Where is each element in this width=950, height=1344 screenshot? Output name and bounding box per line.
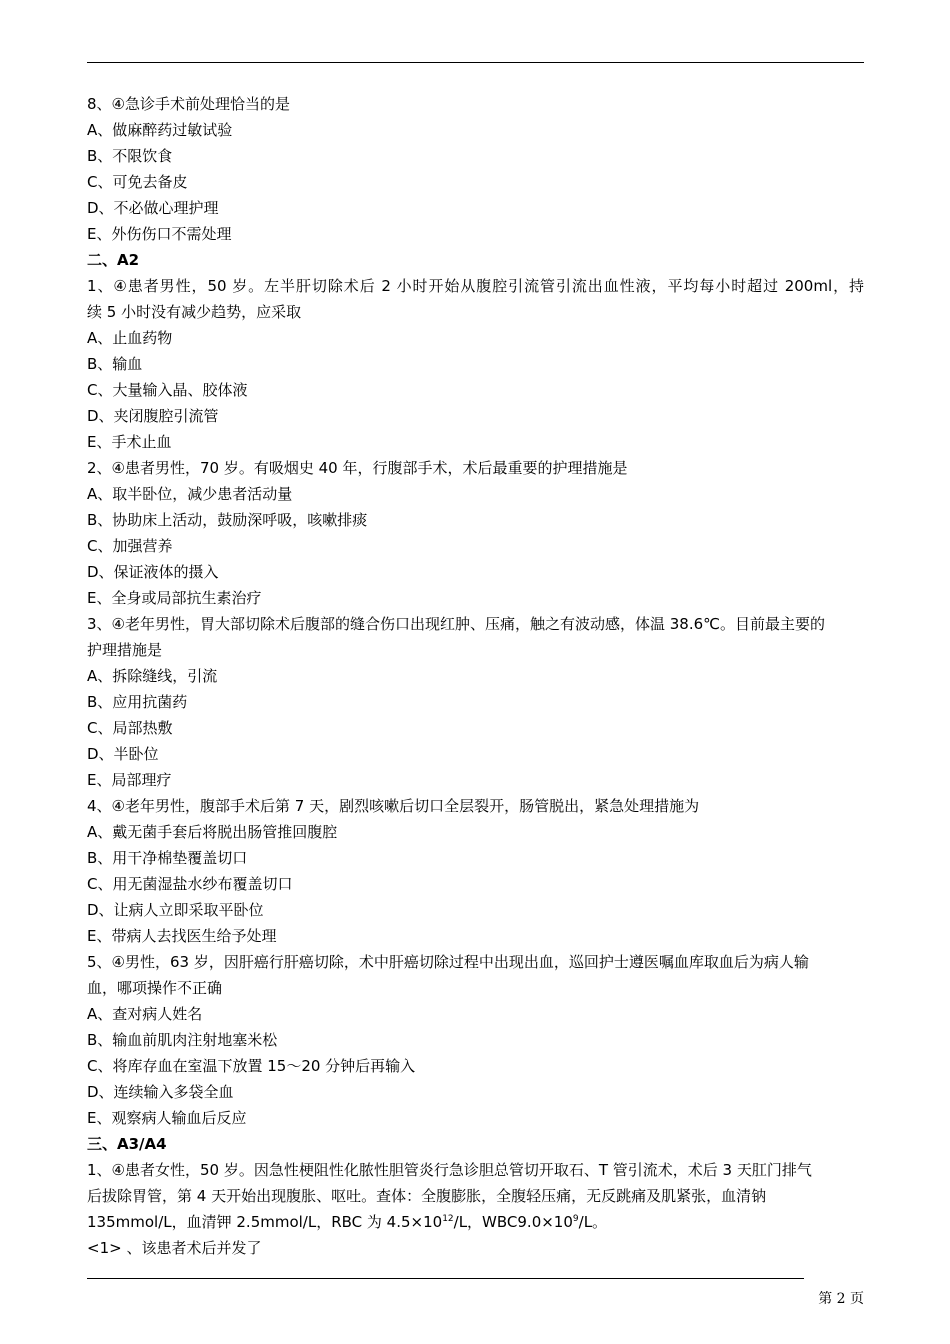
question-stem-line: 后拔除胃管，第 4 天开始出现腹胀、呕吐。查体：全腹膨胀，全腹轻压痛，无反跳痛及肌紧张，血清钠 — [87, 1187, 767, 1205]
answer-option: A、拆除缝线，引流 — [87, 667, 218, 685]
answer-option: E、手术止血 — [87, 433, 172, 451]
section-heading: 三、A3/A4 — [87, 1135, 167, 1153]
answer-option: A、查对病人姓名 — [87, 1005, 203, 1023]
question-stem-line: 血，哪项操作不正确 — [87, 979, 223, 997]
answer-option: B、协助床上活动，鼓励深呼吸，咳嗽排痰 — [87, 511, 368, 529]
answer-option: C、局部热敷 — [87, 719, 173, 737]
answer-option: D、半卧位 — [87, 745, 159, 763]
answer-option: E、观察病人输血后反应 — [87, 1109, 247, 1127]
answer-option: D、夹闭腹腔引流管 — [87, 407, 219, 425]
lab-values-line — [87, 1209, 864, 1235]
question-stem — [87, 1157, 864, 1235]
answer-option: D、保证液体的摄入 — [87, 563, 219, 581]
question-stem-line: 续 5 小时没有减少趋势，应采取 — [87, 303, 302, 321]
sub-question: <1> 、该患者术后并发了 — [87, 1239, 262, 1257]
answer-option: B、应用抗菌药 — [87, 693, 188, 711]
page-number: 第 2 页 — [818, 1291, 864, 1307]
answer-option: C、用无菌湿盐水纱布覆盖切口 — [87, 875, 293, 893]
question-stem-line: 5、④男性，63 岁，因肝癌行肝癌切除，术中肝癌切除过程中出现出血，巡回护士遵医嘱血库取血后为病人输 — [87, 953, 809, 971]
answer-option: E、全身或局部抗生素治疗 — [87, 589, 262, 607]
question-stem-line: 护理措施是 — [87, 641, 163, 659]
answer-option: A、止血药物 — [87, 329, 173, 347]
answer-option: D、不必做心理护理 — [87, 199, 219, 217]
answer-option: C、大量输入晶、胶体液 — [87, 381, 248, 399]
answer-option: B、用干净棉垫覆盖切口 — [87, 849, 248, 867]
question-stem — [87, 273, 864, 325]
lab-values-text: /L，WBC9.0×10 — [453, 1213, 573, 1231]
answer-option: A、取半卧位，减少患者活动量 — [87, 485, 293, 503]
question-stem-line: 1、④患者男性，50 岁。左半肝切除术后 2 小时开始从腹腔引流管引流出血性液，平均每小时超过 200ml，持 — [87, 277, 864, 295]
lab-values-text: 135mmol/L，血清钾 2.5mmol/L，RBC 为 4.5×10 — [87, 1213, 443, 1231]
answer-option: D、连续输入多袋全血 — [87, 1083, 234, 1101]
answer-option: C、加强营养 — [87, 537, 173, 555]
answer-option: B、输血 — [87, 355, 143, 373]
answer-option: C、可免去备皮 — [87, 173, 188, 191]
answer-option: E、局部理疗 — [87, 771, 172, 789]
question-stem — [87, 611, 864, 663]
answer-option: B、不限饮食 — [87, 147, 173, 165]
answer-option: C、将库存血在室温下放置 15～20 分钟后再输入 — [87, 1057, 416, 1075]
exponent: 12 — [442, 1214, 454, 1224]
answer-option: A、做麻醉药过敏试验 — [87, 121, 233, 139]
question-stem-line: 1、④患者女性，50 岁。因急性梗阻性化脓性胆管炎行急诊胆总管切开取石、T 管引流术，术后 3 天肛门排气 — [87, 1161, 812, 1179]
section-heading: 二、A2 — [87, 251, 140, 269]
answer-option: D、让病人立即采取平卧位 — [87, 901, 264, 919]
exponent: 9 — [572, 1214, 579, 1224]
footer-rule — [87, 1278, 804, 1279]
question-stem: 2、④患者男性，70 岁。有吸烟史 40 年，行腹部手术，术后最重要的护理措施是 — [87, 459, 628, 477]
header-rule — [87, 62, 864, 63]
question-stem — [87, 949, 864, 1001]
document-body — [87, 91, 864, 1261]
question-stem: 8、④急诊手术前处理恰当的是 — [87, 95, 290, 113]
answer-option: E、带病人去找医生给予处理 — [87, 927, 277, 945]
answer-option: B、输血前肌肉注射地塞米松 — [87, 1031, 278, 1049]
answer-option: E、外伤伤口不需处理 — [87, 225, 232, 243]
lab-values-text: /L。 — [578, 1213, 608, 1231]
answer-option: A、戴无菌手套后将脱出肠管推回腹腔 — [87, 823, 338, 841]
question-stem-line: 3、④老年男性，胃大部切除术后腹部的缝合伤口出现红肿、压痛，触之有波动感，体温 38.6℃。目前最主要的 — [87, 615, 826, 633]
question-stem: 4、④老年男性，腹部手术后第 7 天，剧烈咳嗽后切口全层裂开，肠管脱出，紧急处理措施为 — [87, 797, 700, 815]
